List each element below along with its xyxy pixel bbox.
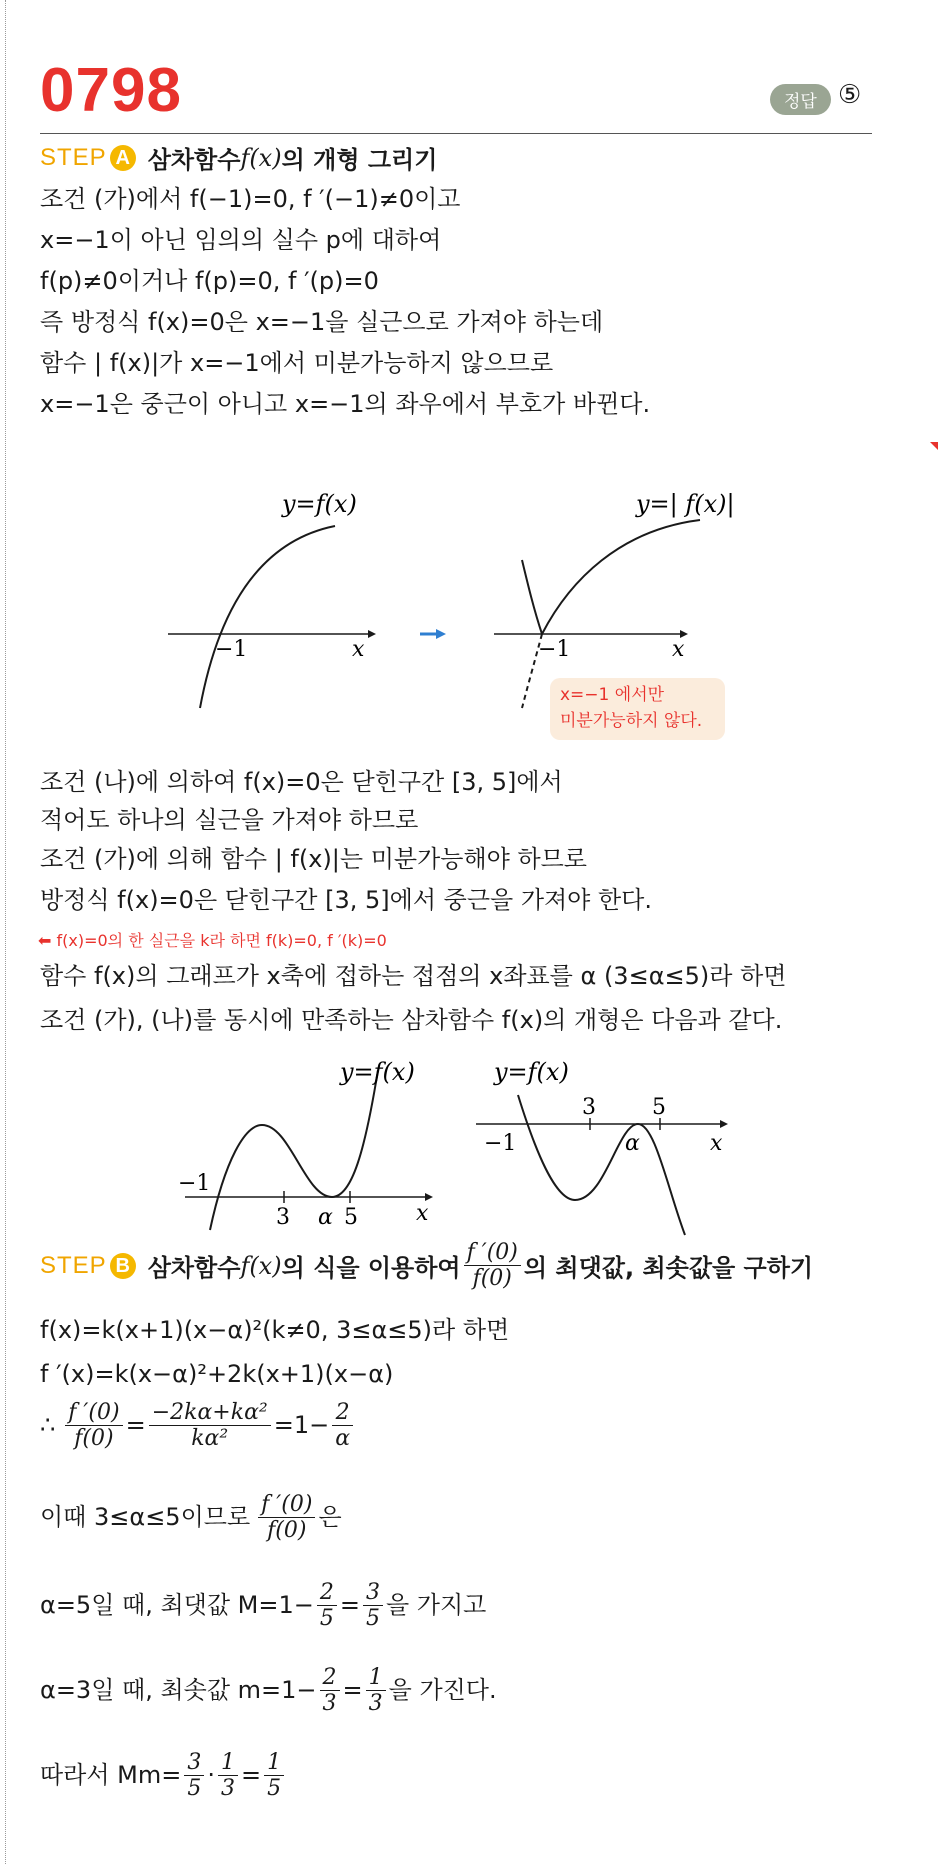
b3-frac1-num: f ′(0) [65, 1400, 122, 1426]
answer-value: ⑤ [838, 80, 862, 110]
step-b-line-1: f(x)=k(x+1)(x−α)²(k≠0, 3≤α≤5)라 하면 [40, 1316, 510, 1344]
step-b-fraction-den: f(0) [472, 1266, 512, 1292]
b7-frac3-den: 5 [267, 1776, 282, 1802]
b7-frac2-num: 1 [218, 1750, 238, 1776]
b3-frac2-den: kα² [191, 1426, 229, 1452]
therefore-symbol: ∴ [40, 1411, 56, 1440]
problem-number: 0798 [40, 56, 182, 125]
b7-frac2-den: 3 [221, 1776, 236, 1802]
b3-frac1-den: f(0) [74, 1426, 114, 1452]
step-a-title-pre: 삼차함수 [147, 146, 241, 174]
graph-2-left-three: 3 [276, 1205, 290, 1230]
b3-eq-1: = [125, 1411, 146, 1440]
graph-1 [0, 0, 946, 760]
b6-frac1-den: 3 [322, 1691, 337, 1717]
b3-frac3-den: α [335, 1426, 351, 1452]
graph-2-right-label: y=f(x) [494, 1058, 569, 1086]
b7-fraction-2 [218, 1750, 238, 1802]
graph-1-right-label: y=| f(x)| [636, 490, 735, 518]
step-b-label: STEP [40, 1251, 107, 1279]
b5-fraction-1 [317, 1580, 337, 1632]
step-a-line-9: 조건 (가)에 의해 함수 | f(x)|는 미분가능해야 하므로 [40, 845, 587, 873]
b4-frac-num: f ′(0) [258, 1492, 315, 1518]
b4-post: 은 [318, 1503, 342, 1532]
graph-2-right-five: 5 [652, 1095, 666, 1120]
step-a-line-3: f(p)≠0이거나 f(p)=0, f ′(p)=0 [40, 267, 379, 295]
step-b-title-fraction [464, 1240, 521, 1292]
graph-2-left-x-label: x [416, 1201, 429, 1226]
graph-2 [0, 1040, 946, 1240]
step-a-label: STEP [40, 143, 107, 171]
b7-fraction-3 [264, 1750, 284, 1802]
step-a-badge: A [110, 145, 136, 171]
b7-dot: · [207, 1761, 216, 1790]
b6-post: 을 가진다. [388, 1676, 497, 1705]
b3-fraction-3 [332, 1400, 353, 1452]
step-a-line-10: 방정식 f(x)=0은 닫힌구간 [3, 5]에서 중근을 가져야 한다. [40, 886, 652, 914]
b3-frac2-num: −2kα+kα² [149, 1400, 271, 1426]
step-a-note: ⬅ f(x)=0의 한 실근을 k라 하면 f(k)=0, f ′(k)=0 [38, 931, 387, 950]
graph-1-left-curve [200, 526, 335, 708]
graph-2-left-x-arrow [425, 1193, 433, 1201]
b7-frac1-den: 5 [187, 1776, 202, 1802]
step-b-line-4 [40, 1492, 342, 1544]
graph-1-callout-line-1: x=−1 에서만 [560, 685, 665, 705]
graph-1-right-x-label: x [672, 637, 685, 662]
step-a-line-8: 적어도 하나의 실근을 가져야 하므로 [40, 806, 419, 834]
b3-fraction-2 [149, 1400, 271, 1452]
b7-frac1-num: 3 [184, 1750, 204, 1776]
step-b-title-math: f(x) [240, 1251, 282, 1280]
b3-fraction-1 [65, 1400, 122, 1452]
step-b-badge: B [110, 1253, 136, 1279]
b5-fraction-2 [363, 1580, 383, 1632]
graph-2-right-three: 3 [582, 1095, 596, 1120]
graph-2-left-alpha: α [318, 1205, 333, 1230]
b6-eq: = [342, 1676, 363, 1705]
step-a-line-6: x=−1은 중근이 아니고 x=−1의 좌우에서 부호가 바뀐다. [40, 390, 651, 418]
step-b-line-3 [40, 1400, 356, 1452]
graph-2-right-x-label: x [710, 1131, 723, 1156]
step-b-line-7 [40, 1750, 287, 1802]
b6-fraction-1 [320, 1665, 340, 1717]
b6-frac1-num: 2 [320, 1665, 340, 1691]
b5-pre: α=5일 때, 최댓값 M=1− [40, 1591, 314, 1620]
step-a-line-11: 함수 f(x)의 그래프가 x축에 접하는 접점의 x좌표를 α (3≤α≤5)라 하면 [40, 962, 787, 990]
b5-eq: = [339, 1591, 360, 1620]
step-a-line-2: x=−1이 아닌 임의의 실수 p에 대하여 [40, 226, 442, 254]
graph-2-right-x-arrow [720, 1120, 728, 1128]
step-a-line-4: 즉 방정식 f(x)=0은 x=−1을 실근으로 가져야 하는데 [40, 308, 604, 336]
graph-2-left-five: 5 [344, 1205, 358, 1230]
graph-1-left-x-label: x [352, 637, 365, 662]
b3-eq-2: =1− [273, 1411, 330, 1440]
graph-2-right-alpha: α [625, 1131, 640, 1156]
b3-frac3-num: 2 [332, 1400, 353, 1426]
step-b-line-5 [40, 1580, 486, 1632]
graph-1-left-x-arrow [368, 630, 376, 638]
b7-fraction-1 [184, 1750, 204, 1802]
b5-post: 을 가지고 [385, 1591, 487, 1620]
b6-frac2-num: 1 [366, 1665, 386, 1691]
graph-1-callout [550, 678, 725, 740]
answer-badge: 정답 [770, 84, 831, 115]
step-a-title-post: 의 개형 그리기 [281, 146, 438, 174]
graph-1-left-label: y=f(x) [282, 490, 357, 518]
graph-1-right-reflected-curve [522, 560, 542, 634]
b5-frac2-den: 5 [365, 1606, 380, 1632]
step-a-title-math: f(x) [240, 143, 282, 172]
graph-1-right-curve [542, 520, 700, 634]
graph-2-right-minus-one: −1 [484, 1131, 517, 1156]
step-a-line-1: 조건 (가)에서 f(−1)=0, f ′(−1)≠0이고 [40, 185, 461, 213]
step-b-line-2: f ′(x)=k(x−α)²+2k(x+1)(x−α) [40, 1360, 394, 1388]
step-b-title-pre: 삼차함수 [147, 1254, 241, 1283]
b4-fraction [258, 1492, 315, 1544]
step-a-line-7: 조건 (나)에 의하여 f(x)=0은 닫힌구간 [3, 5]에서 [40, 768, 563, 796]
b7-eq: = [241, 1761, 262, 1790]
graph-1-callout-line-2: 미분가능하지 않다. [560, 711, 703, 731]
step-b-title-mid: 의 식을 이용하여 [281, 1254, 461, 1283]
graph-1-left-minus-one: −1 [215, 637, 248, 662]
step-b-line-6 [40, 1665, 497, 1717]
step-a-line-5: 함수 | f(x)|가 x=−1에서 미분가능하지 않으므로 [40, 349, 554, 377]
graph-2-left-label: y=f(x) [340, 1058, 415, 1086]
b5-frac2-num: 3 [363, 1580, 383, 1606]
b7-pre: 따라서 Mm= [40, 1761, 182, 1790]
graph-1-right-minus-one: −1 [538, 637, 571, 662]
b7-frac3-num: 1 [264, 1750, 284, 1776]
step-b-fraction-num: f ′(0) [464, 1240, 521, 1266]
b6-fraction-2 [366, 1665, 386, 1717]
b6-frac2-den: 3 [368, 1691, 383, 1717]
graph-2-left-minus-one: −1 [178, 1171, 211, 1196]
step-a-line-12: 조건 (가), (나)를 동시에 만족하는 삼차함수 f(x)의 개형은 다음과 같다. [40, 1006, 783, 1034]
step-b-heading [40, 1240, 813, 1292]
b4-pre: 이때 3≤α≤5이므로 [40, 1503, 251, 1532]
b4-frac-den: f(0) [267, 1518, 307, 1544]
b5-frac1-num: 2 [317, 1580, 337, 1606]
b5-frac1-den: 5 [319, 1606, 334, 1632]
b6-pre: α=3일 때, 최솟값 m=1− [40, 1676, 317, 1705]
graph-1-transform-arrow-head [436, 629, 446, 639]
step-b-title-post: 의 최댓값, 최솟값을 구하기 [523, 1254, 814, 1283]
